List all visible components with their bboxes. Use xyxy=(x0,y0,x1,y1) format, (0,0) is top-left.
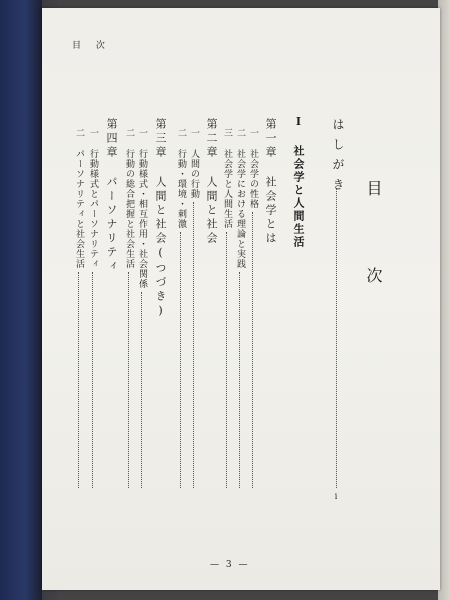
running-head: 目 次 xyxy=(72,41,111,51)
toc-entry: 一 行動様式・相互作用・社会関係 xyxy=(137,128,147,289)
toc-leader xyxy=(78,272,79,488)
toc-leader xyxy=(226,232,227,488)
page-number-footer: — 3 — xyxy=(210,560,250,570)
toc-leader xyxy=(141,292,142,488)
toc-preface: はしがき xyxy=(331,118,345,198)
toc-entry: 二 パーソナリティと社会生活 xyxy=(74,128,84,269)
toc-leader xyxy=(180,232,181,488)
toc-entry: 二 行動・環境・刺激 xyxy=(176,128,186,229)
toc-leader xyxy=(193,202,194,488)
toc-part-heading: I 社会学と人間生活 xyxy=(292,115,305,249)
toc-chapter-heading: 第三章 人間と社会(つづき) xyxy=(154,118,167,320)
toc-leader xyxy=(92,272,93,488)
toc-chapter-heading: 第四章 パーソナリティ xyxy=(105,118,118,274)
toc-entry: 一 行動様式とパーソナリティ xyxy=(88,128,98,269)
toc-entry: 二 社会学における理論と実践 xyxy=(235,128,245,269)
toc-leader xyxy=(252,212,253,488)
toc-leader xyxy=(128,272,129,488)
toc-leader xyxy=(336,188,337,488)
toc-entry: 一 人間の行動 xyxy=(189,128,199,199)
book-cover-edge xyxy=(0,0,42,600)
toc-entry: 一 社会学の性格 xyxy=(248,128,258,209)
page-title: 目 次 xyxy=(364,180,383,309)
toc-leader xyxy=(239,272,240,488)
toc-entry: 三 社会学と人間生活 xyxy=(222,128,232,229)
toc-chapter-heading: 第二章 人間と社会 xyxy=(205,118,218,246)
toc-chapter-heading: 第一章 社会学とは xyxy=(264,118,277,246)
toc-entry: 二 行動の総合把握と社会生活 xyxy=(124,128,134,269)
toc-page-number: i xyxy=(334,492,338,501)
